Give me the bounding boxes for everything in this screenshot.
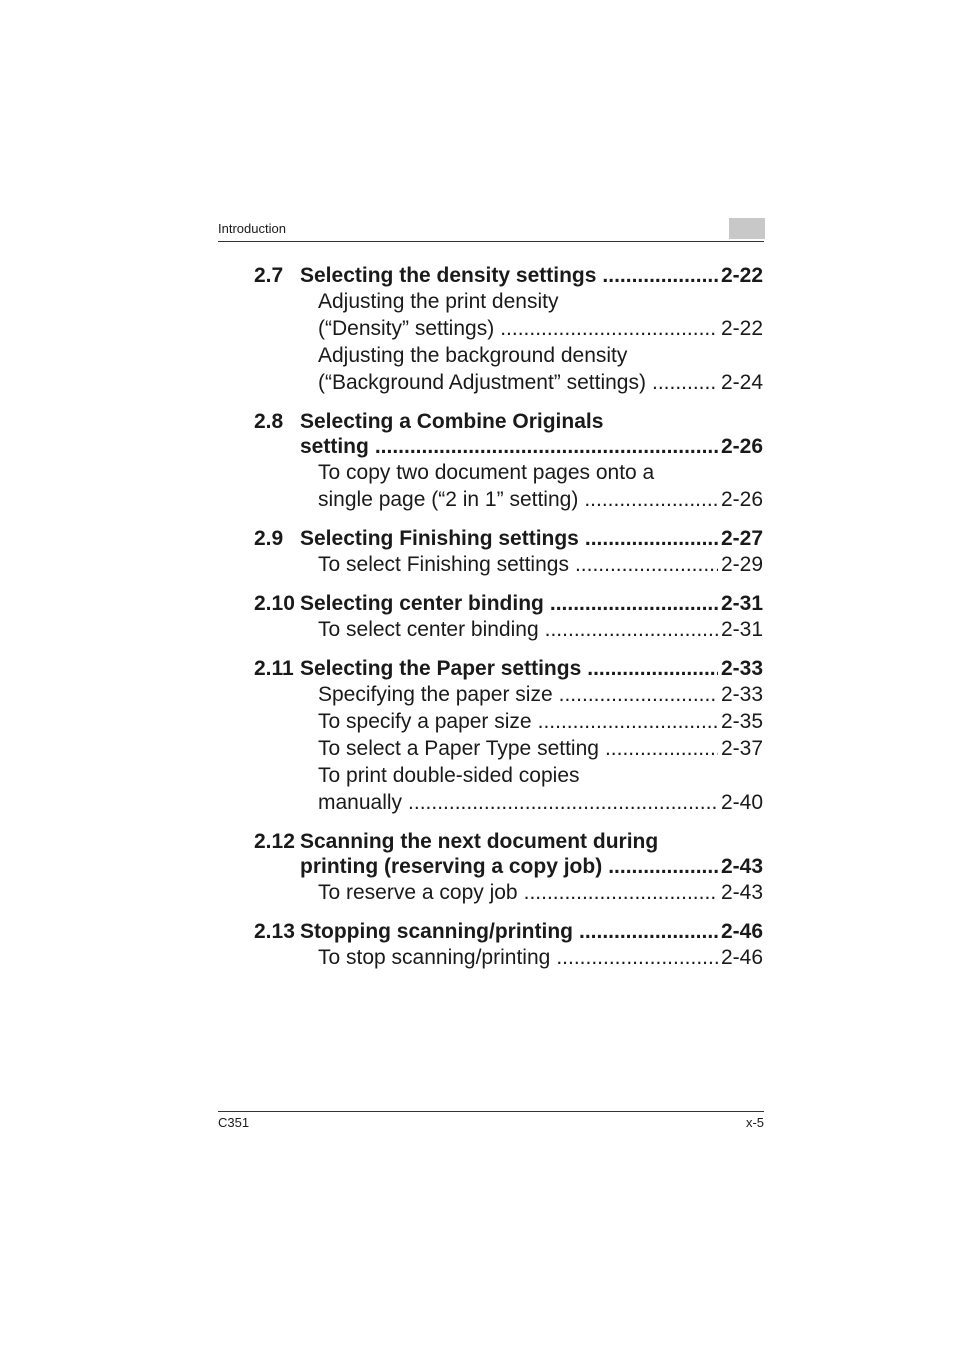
footer-rule [218,1111,764,1112]
section-number: 2.12 [254,830,295,853]
toc-section-title-text: Selecting Finishing settings [300,527,579,550]
page-number: 2-26 [720,488,763,511]
toc-subentry-text: Adjusting the background density [318,344,628,367]
leader-dots [605,735,718,762]
toc-section-title[interactable] [254,656,763,681]
toc-subentry-text: To select a Paper Type setting [318,737,599,760]
toc-subentry[interactable] [254,789,763,816]
section-number: 2.13 [254,920,295,943]
toc-section-title[interactable] [254,829,763,854]
toc-section-title[interactable] [254,919,763,944]
leader-dots [652,369,718,396]
toc-subentry[interactable] [254,879,763,906]
toc-section-title[interactable] [254,526,763,551]
toc-subentry[interactable] [254,486,763,513]
toc-subentry-text: To select center binding [318,618,539,641]
toc-section-heading [254,829,763,879]
toc-section [254,263,763,396]
page-number: 2-27 [720,527,763,550]
toc-subentry[interactable] [254,616,763,643]
leader-dots [559,681,718,708]
leader-dots [538,708,718,735]
toc-section-heading [254,409,763,459]
running-header-title: Introduction [218,221,286,236]
header-rule [218,241,764,242]
toc-section-title-text: Stopping scanning/printing [300,920,573,943]
toc-section-heading [254,656,763,681]
leader-dots [408,789,718,816]
toc-section-title-text: Selecting the density settings [300,264,597,287]
toc-subentry-text: Specifying the paper size [318,683,553,706]
toc-section-title[interactable] [254,591,763,616]
footer-model: C351 [218,1115,250,1130]
page-number: 2-43 [720,881,763,904]
header-tab-marker [729,218,765,239]
toc-subentry-text: (“Background Adjustment” settings) [318,371,646,394]
page-number: 2-26 [720,435,763,458]
toc-subentry[interactable] [254,551,763,578]
toc-section-heading [254,263,763,288]
toc-section-title-text: Scanning the next document during [300,830,659,853]
page-number: 2-37 [720,737,763,760]
toc-subentry[interactable] [254,315,763,342]
toc-subentry-text: To select Finishing settings [318,553,569,576]
leader-dots [584,486,718,513]
toc-section-title[interactable] [254,263,763,288]
toc-section [254,591,763,643]
page-number: 2-33 [720,683,763,706]
table-of-contents [254,263,763,984]
toc-section [254,526,763,578]
page-number: 2-46 [720,946,763,969]
leader-dots [608,854,718,879]
section-number: 2.7 [254,264,284,287]
toc-section-title-text: Selecting the Paper settings [300,657,582,680]
page-number: 2-40 [720,791,763,814]
leader-dots [375,434,718,459]
page-number: 2-22 [720,264,763,287]
toc-subentry[interactable] [254,762,763,789]
page-number: 2-46 [720,920,763,943]
leader-dots [579,919,718,944]
section-number: 2.8 [254,410,284,433]
toc-section-title-text: setting [300,435,369,458]
toc-section [254,829,763,906]
toc-subentry[interactable] [254,681,763,708]
toc-section-heading [254,919,763,944]
leader-dots [500,315,718,342]
toc-section-heading [254,526,763,551]
toc-section [254,919,763,971]
leader-dots [602,263,718,288]
toc-section-title[interactable] [254,409,763,434]
section-number: 2.9 [254,527,284,550]
footer-page-number: x-5 [745,1115,764,1130]
page-number: 2-35 [720,710,763,733]
leader-dots [556,944,718,971]
toc-subentry-text: To print double-sided copies [318,764,580,787]
leader-dots [585,526,718,551]
toc-subentry-text: (“Density” settings) [318,317,495,340]
page-number: 2-31 [720,592,763,615]
toc-subentry[interactable] [254,369,763,396]
toc-section-heading [254,591,763,616]
toc-subentry-text: single page (“2 in 1” setting) [318,488,579,511]
toc-subentry[interactable] [254,459,763,486]
leader-dots [587,656,718,681]
toc-section [254,656,763,816]
page-number: 2-43 [720,855,763,878]
leader-dots [575,551,718,578]
section-number: 2.11 [254,657,294,680]
page-number: 2-22 [720,317,763,340]
toc-section-title[interactable] [254,854,763,879]
toc-section-title-text: Selecting a Combine Originals [300,410,604,433]
toc-subentry-text: To stop scanning/printing [318,946,551,969]
toc-section-title-text: printing (reserving a copy job) [300,855,603,878]
toc-subentry[interactable] [254,708,763,735]
toc-subentry-text: Adjusting the print density [318,290,559,313]
section-number: 2.10 [254,592,295,615]
page-number: 2-24 [720,371,763,394]
toc-subentry[interactable] [254,944,763,971]
page-number: 2-33 [720,657,763,680]
page-number: 2-31 [720,618,763,641]
toc-section [254,409,763,513]
toc-section-title-text: Selecting center binding [300,592,544,615]
toc-subentry-text: manually [318,791,403,814]
toc-subentry[interactable] [254,735,763,762]
toc-subentry-text: To copy two document pages onto a [318,461,655,484]
toc-subentry-text: To specify a paper size [318,710,532,733]
toc-subentry[interactable] [254,342,763,369]
leader-dots [550,591,718,616]
toc-section-title[interactable] [254,434,763,459]
toc-subentry[interactable] [254,288,763,315]
toc-subentry-text: To reserve a copy job [318,881,518,904]
page-number: 2-29 [720,553,763,576]
leader-dots [524,879,718,906]
leader-dots [545,616,718,643]
